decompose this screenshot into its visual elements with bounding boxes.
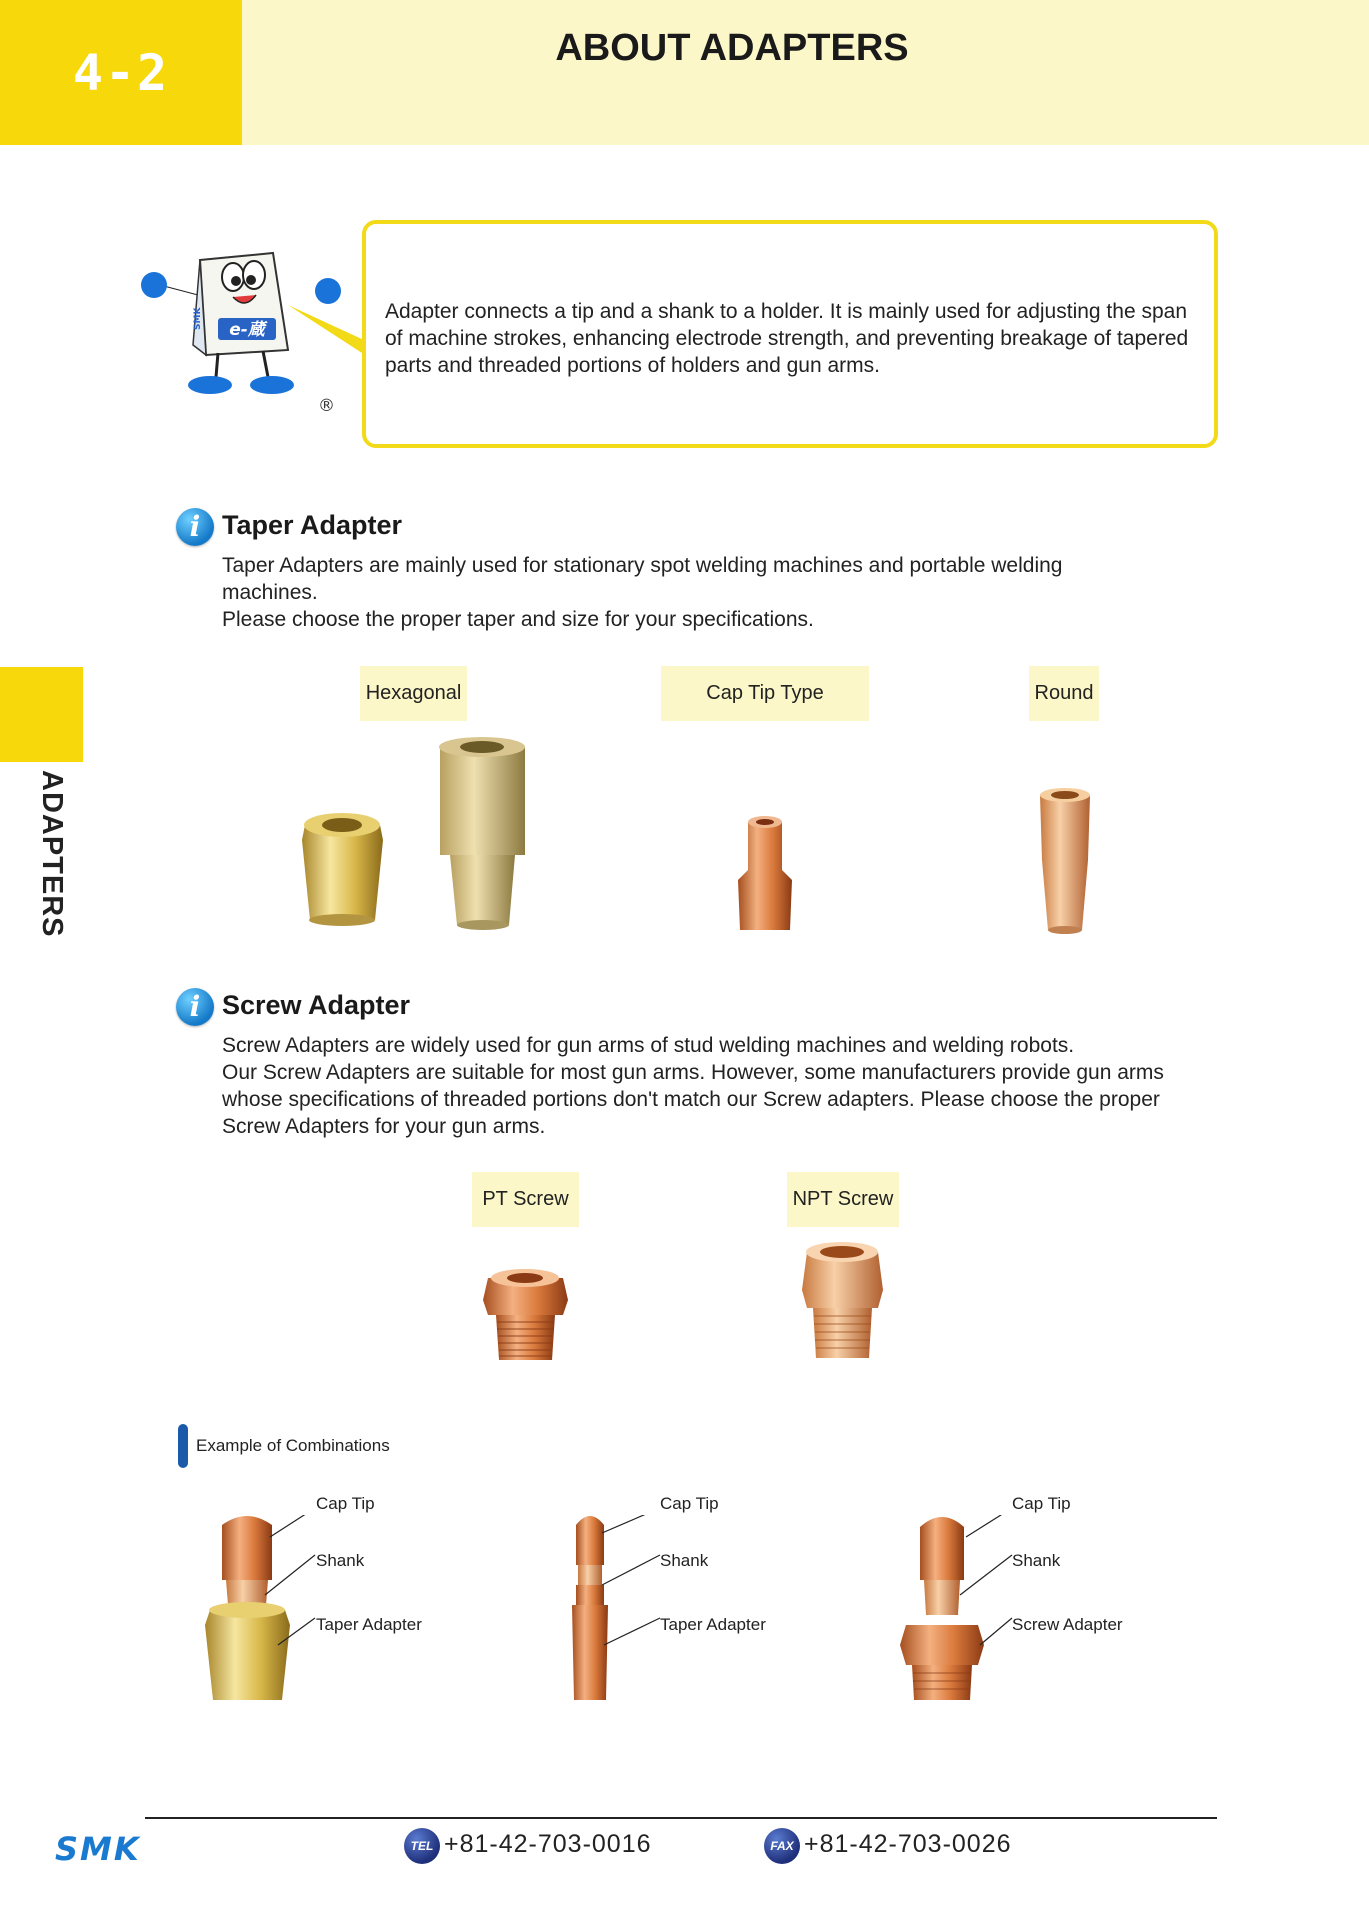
screw-body-line-1: Screw Adapters are widely used for gun arms of stud welding machines and welding robots. xyxy=(222,1034,1075,1057)
mascot-badge-text: SMK xyxy=(193,307,203,330)
side-tab-marker xyxy=(0,667,83,762)
combo2-adapter-label: Taper Adapter xyxy=(660,1615,766,1634)
section-number: 4-2 xyxy=(0,0,242,145)
npt-screw-adapter-image xyxy=(795,1240,890,1365)
taper-body-line-2: Please choose the proper taper and size for your specifications. xyxy=(222,608,814,631)
label-cap-tip-type: Cap Tip Type xyxy=(661,666,869,721)
tel-number: +81-42-703-0016 xyxy=(444,1830,652,1858)
tel-icon: TEL xyxy=(404,1828,440,1864)
combinations-marker xyxy=(178,1424,188,1468)
combo1-adapter-label: Taper Adapter xyxy=(316,1615,422,1634)
combo1-tip-label: Cap Tip xyxy=(316,1494,375,1513)
combo2-shank-label: Shank xyxy=(660,1551,709,1570)
company-logo xyxy=(55,1830,160,1866)
pt-screw-adapter-image xyxy=(478,1260,573,1365)
combinations-heading: Example of Combinations xyxy=(196,1436,390,1455)
combo1-shank-label: Shank xyxy=(316,1551,365,1570)
combo3-adapter-label: Screw Adapter xyxy=(1012,1615,1123,1634)
combo3-tip-label: Cap Tip xyxy=(1012,1494,1071,1513)
label-hexagonal: Hexagonal xyxy=(360,666,467,721)
info-icon: i xyxy=(176,508,214,546)
taper-adapter-description xyxy=(222,552,1142,633)
hexagonal-adapter-long-image xyxy=(435,735,530,935)
footer-divider xyxy=(145,1817,1217,1819)
label-npt-screw: NPT Screw xyxy=(787,1172,899,1227)
side-tab-label: ADAPTERS xyxy=(36,770,68,938)
combo2-tip-label: Cap Tip xyxy=(660,1494,719,1513)
label-round: Round xyxy=(1029,666,1099,721)
fax-number: +81-42-703-0026 xyxy=(804,1830,1012,1858)
screw-adapter-heading: Screw Adapter xyxy=(222,990,411,1020)
screw-adapter-description xyxy=(222,1032,1212,1140)
taper-adapter-heading: Taper Adapter xyxy=(222,510,403,540)
combo3-shank-label: Shank xyxy=(1012,1551,1061,1570)
mascot-illustration xyxy=(138,235,388,420)
info-icon: i xyxy=(176,988,214,1026)
screw-body-line-2: Our Screw Adapters are suitable for most gun arms. However, some manufacturers provide gun arms whose specifications of threaded portions don't match our Screw adapters. Please choose the proper Screw Adapters for your gun arms. xyxy=(222,1061,1164,1138)
page-title: ABOUT ADAPTERS xyxy=(555,27,909,69)
round-adapter-image xyxy=(1030,785,1100,935)
hexagonal-adapter-short-image xyxy=(295,730,390,930)
company-logo-text: SMK xyxy=(55,1830,141,1866)
mascot-logo-text: e-蔵 xyxy=(229,320,265,340)
label-pt-screw: PT Screw xyxy=(472,1172,579,1227)
cap-tip-type-adapter-image xyxy=(730,810,800,935)
taper-body-line-1: Taper Adapters are mainly used for stationary spot welding machines and portable welding machines. xyxy=(222,554,1063,604)
registered-mark: ® xyxy=(318,396,335,416)
intro-text: Adapter connects a tip and a shank to a holder. It is mainly used for adjusting the span of machine strokes, enhancing electrode strength, and preventing breakage of tapered parts and threaded portions of holders and gun arms. xyxy=(385,300,1189,377)
fax-icon: FAX xyxy=(764,1828,800,1864)
